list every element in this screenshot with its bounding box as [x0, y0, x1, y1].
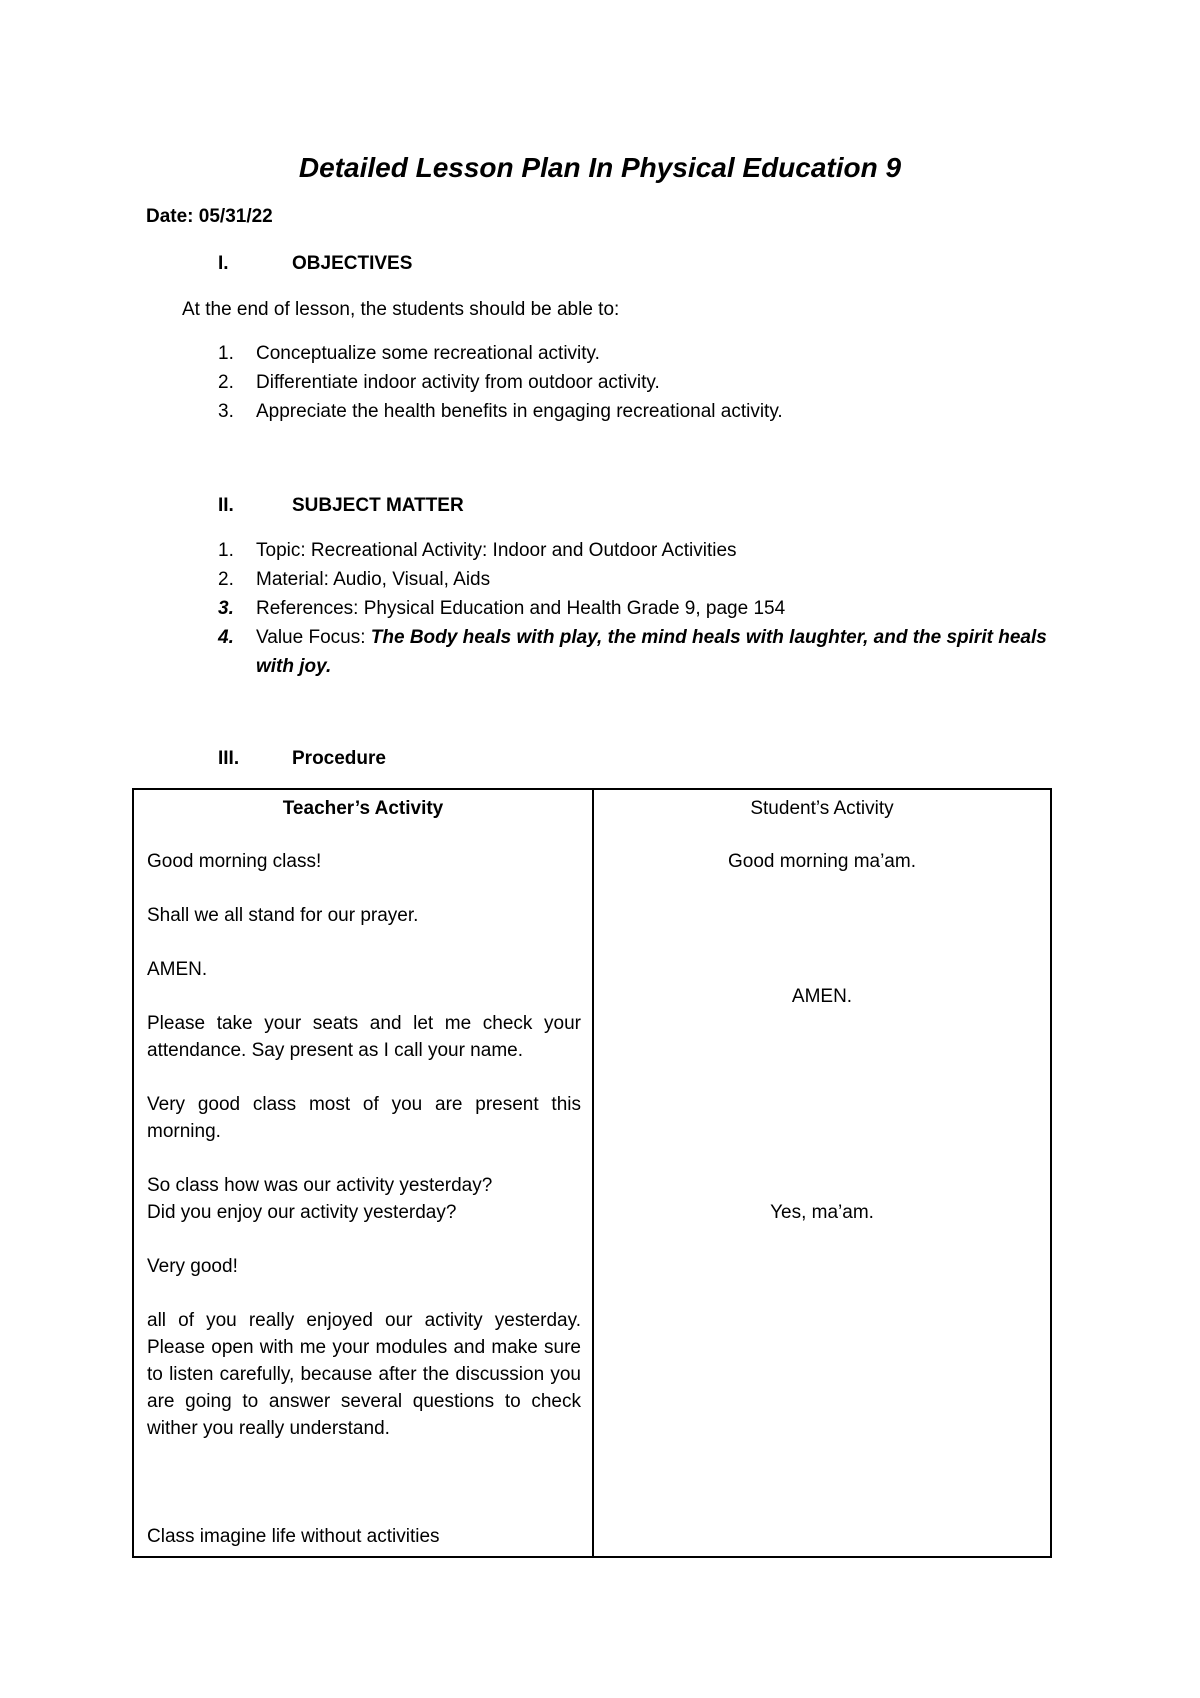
student-line: Good morning ma’am.: [728, 851, 916, 872]
student-line: AMEN.: [791, 986, 853, 1007]
teacher-line: Did you enjoy our activity yesterday?: [147, 1202, 457, 1223]
procedure-table: [132, 788, 1052, 1558]
list-item: 4. Value Focus: The Body heals with play, the mind heals with laughter, and the spirit heals with joy.: [218, 627, 1047, 677]
teacher-line: all of you really enjoyed our activity yesterday. Please open with me your modules and make sure to listen carefully, because after the discussion you are going to answer several questions to check wither you really understand.: [147, 1310, 581, 1439]
objectives-list: [218, 339, 1038, 426]
lesson-date: Date: 05/31/22: [146, 206, 273, 227]
teacher-line: Very good!: [147, 1256, 238, 1277]
teacher-line: Shall we all stand for our prayer.: [147, 905, 419, 926]
procedure-heading: Procedure: [292, 748, 386, 769]
value-focus-quote: The Body heals with play, the mind heals with laughter, and the spirit heals with joy.: [256, 627, 1047, 677]
teacher-line: Class imagine life without activities: [147, 1526, 440, 1547]
subject-matter-list: [218, 536, 1047, 681]
document-title: Detailed Lesson Plan In Physical Education 9: [298, 152, 902, 183]
objectives-number: I.: [218, 253, 229, 274]
student-column: [593, 789, 1051, 1557]
student-column-header: Student’s Activity: [750, 798, 894, 819]
subject-matter-heading: SUBJECT MATTER: [292, 495, 464, 516]
objectives-intro: At the end of lesson, the students should be able to:: [182, 299, 620, 320]
teacher-line: AMEN.: [147, 959, 208, 980]
list-item: 1. Topic: Recreational Activity: Indoor and Outdoor Activities: [218, 540, 737, 561]
teacher-column: [133, 789, 593, 1557]
list-item: 2. Differentiate indoor activity from outdoor activity.: [218, 372, 660, 393]
procedure-number: III.: [218, 748, 240, 769]
student-line: Yes, ma’am.: [770, 1202, 874, 1223]
list-item: 2. Material: Audio, Visual, Aids: [218, 569, 491, 590]
objectives-heading: OBJECTIVES: [292, 253, 413, 274]
list-item: 3. References: Physical Education and Health Grade 9, page 154: [218, 598, 786, 619]
teacher-line: Please take your seats and let me check your attendance. Say present as I call your name.: [147, 1013, 581, 1061]
teacher-column-header: Teacher’s Activity: [282, 798, 444, 819]
list-item: 1. Conceptualize some recreational activity.: [218, 343, 600, 364]
list-item: 3. Appreciate the health benefits in engaging recreational activity.: [218, 401, 783, 422]
teacher-line: Good morning class!: [147, 851, 322, 872]
teacher-line: So class how was our activity yesterday?: [147, 1175, 493, 1196]
teacher-line: Very good class most of you are present this morning.: [147, 1094, 581, 1142]
subject-matter-number: II.: [218, 495, 234, 516]
